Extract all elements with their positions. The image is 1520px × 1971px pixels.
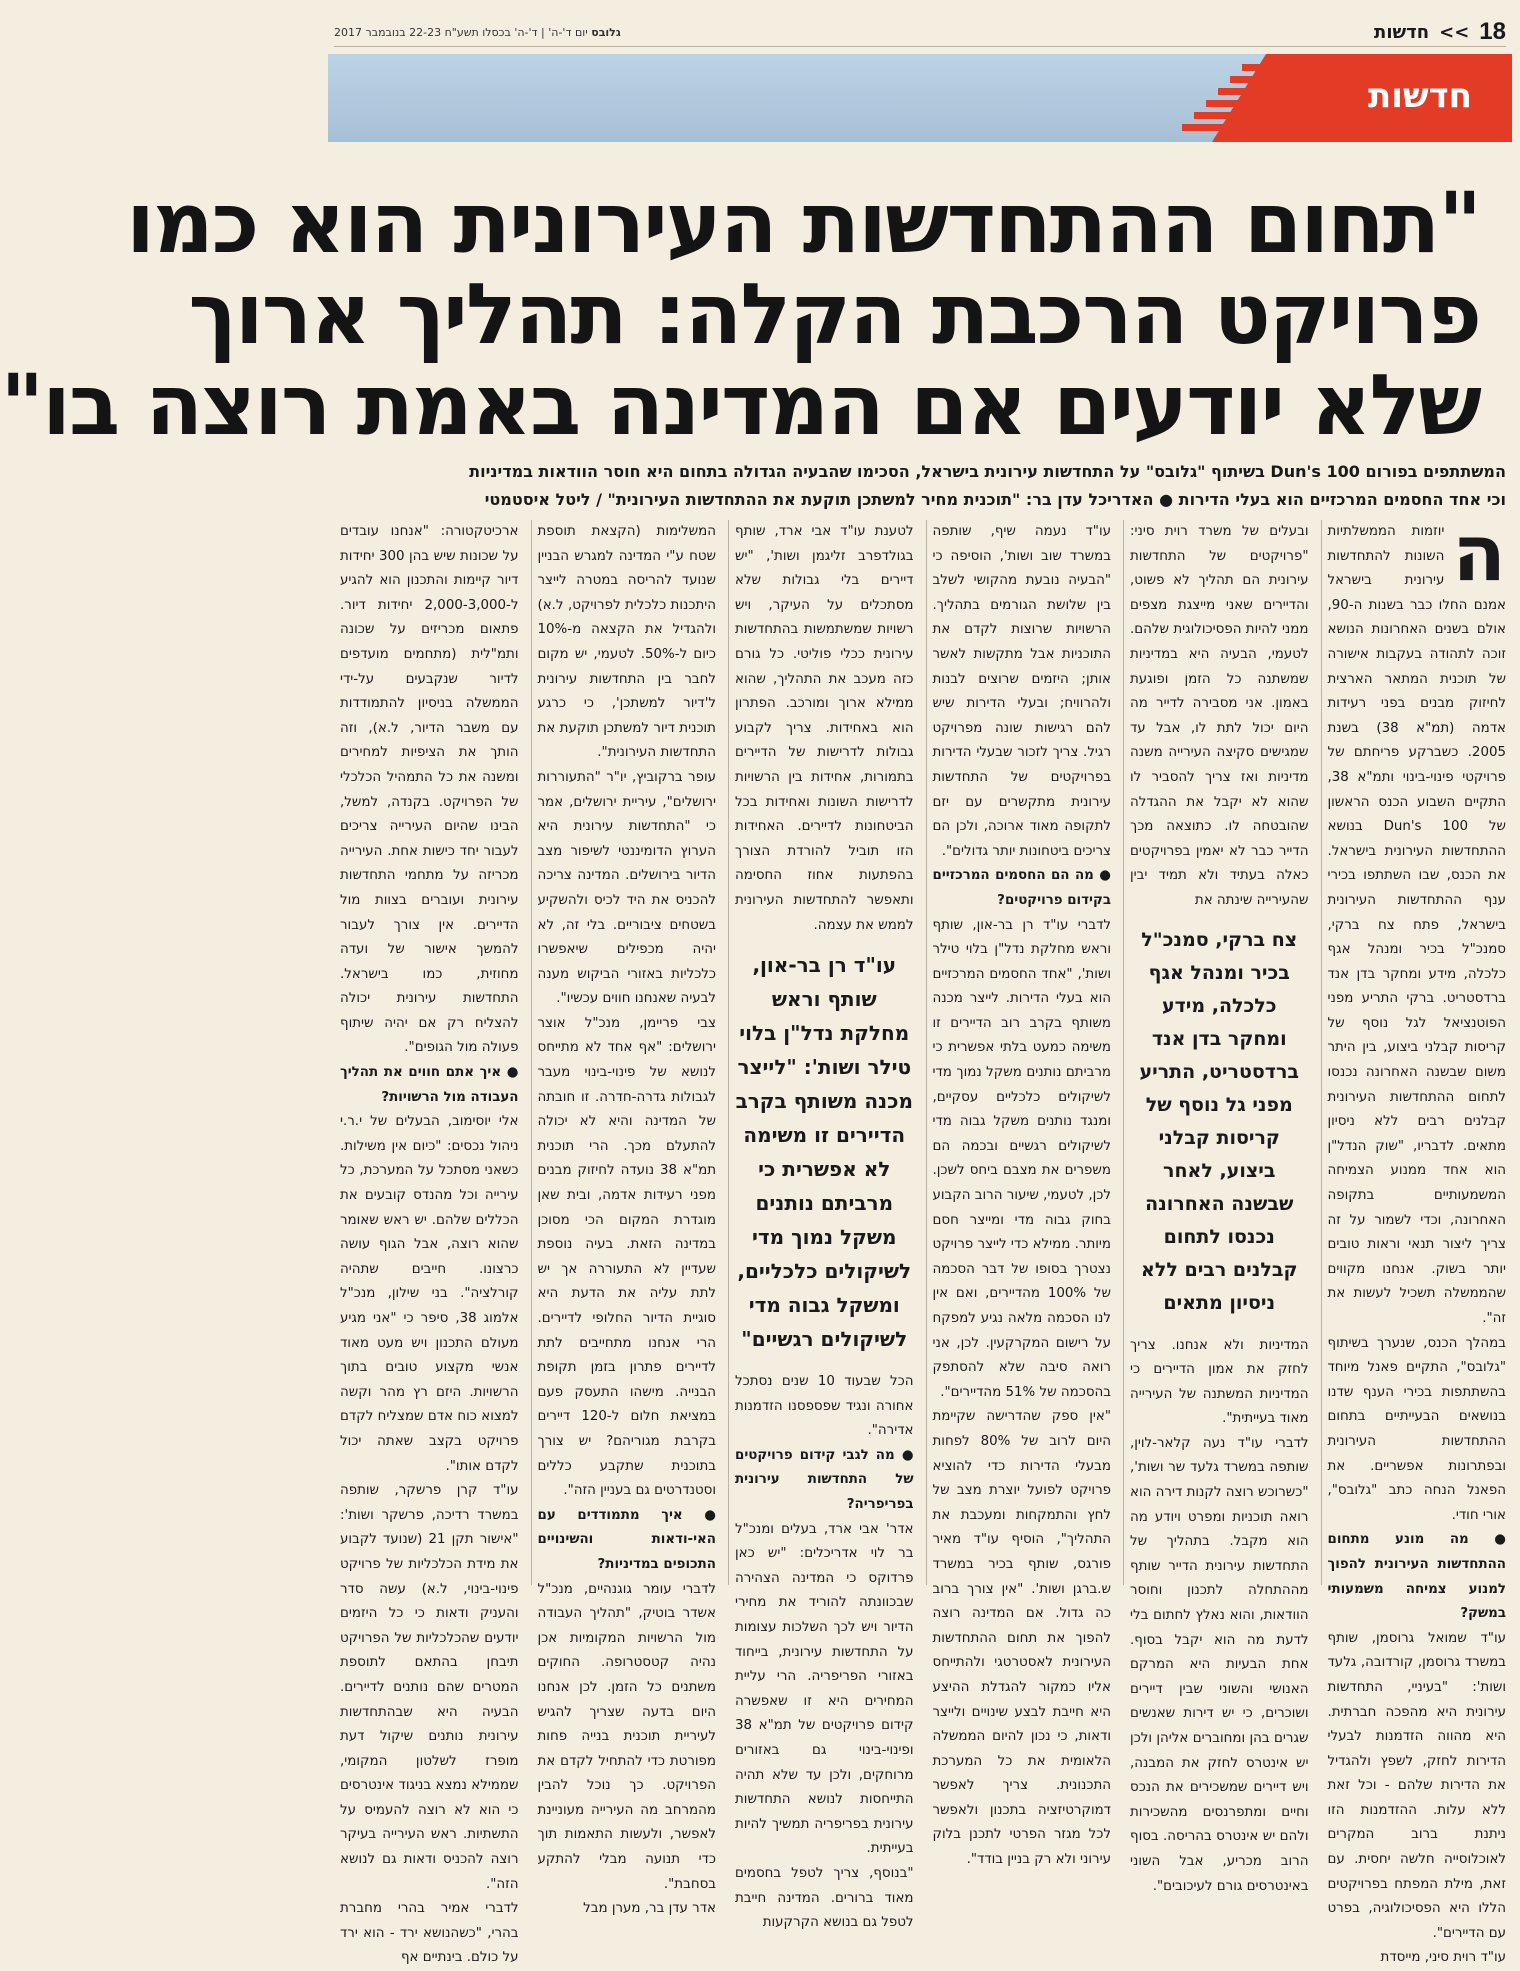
- paragraph: יוזמות הממשלתיות השונות להתחדשות עירונית בישראל אמנם החלו כבר בשנות ה-90, אולם בשנים האחרונות הנושא זוכה לתהודה בעקבות אישורה של תוכנית המתאר הארצית לחיזוק מבנים בפני רעידות אדמה (תמ"א 38) בשנת 2005. כשברקע פריחתם של פרויקטי פינוי-בינוי ותמ"א 38, התקיים השבוע הכנס הראשון של Dun's 100 בנושא ההתחדשות העירונית בישראל. את הכנס, שבו השתתפו בכירי ענף ההתחדשות העירונית בישראל, פתח צח ברקי, סמנכ"ל בכיר ומנהל אגף כלכלה, מידע ומחקר בדן אנד ברדסטריט. ברקי התריע מפני הפוטנציאל לגל נוסף של קריסות קבלני ביצוע, בין היתר משום שבשנה האחרונה נכנסו לתחום ההתחדשות העירונית קבלנים רבים ללא ניסיון מתאים. לדבריו, "שוק הנדל"ן הוא אחד ממנוע הצמיחה המשמעותיים בתקופה האחרונה, וכדי לשמור על זה צריך ליצור תנאי וראות טובים יותר בשוק. אנחנו מקווים שהממשלה תשכיל לעשות את זה".: [1327, 524, 1506, 1326]
- paragraph: אלי יוסימוב, הבעלים של י.ר.י ניהול נכסים: "כיום אין משילות. כשאני מסתכל על המערכת, כל עירייה וכל מהנדס קובעים את הכללים שלהם. יש ראש שאומר שהוא רוצה, אבל הגוף עושה כרצונו. חייבים שתהיה קורלציה". בני שילון, מנכ"ל אלמוג 38, סיפר כי "אני מגיע מעולם התכנון ויש מעט מאוד אנשי מקצוע טובים בתוך הרשויות. היזם רץ מהר וקשה למצוא כוח אדם שמצליח לקדם פרויקט בקצב שאתה יכול לקדם אותו".: [340, 1114, 519, 1474]
- paragraph: אדר' אבי ארד, בעלים ומנכ"ל בר לוי אדריכלים: "יש כאן פרדוקס כי המדינה הצהירה שבכוונתה להוריד את מחירי הדיור ויש לכך השלכות עצומות על התחדשות עירונית, בייחוד באזורי הפריפריה. הרי עליית המחירים היא זו שאפשרה קידום פרויקטים של תמ"א 38 ופינוי-בינוי גם באזורים מרוחקים, ולכן עד שלא תהיה התייחסות לנושא התחדשות עירונית בפריפריה תמשיך להיות בעייתית.: [735, 1521, 914, 1857]
- byline: ליטל איסטמטי: [484, 490, 591, 509]
- paragraph: המדיניות ולא אנחנו. צריך לחזק את אמון הדיירים כי המדיניות המשתנה של העירייה מאוד בעייתית".: [1130, 1337, 1309, 1427]
- paragraph: לדברי עו"ד נעה קלאר-לוין, שותפה במשרד גלעד שר ושות', "כשרוכש רוצה לקנות דירה הוא רואה תוכניות ומפרט ויודע מה הוא מקבל. בתהליך של התחדשות עירונית הדייר שותף מההתחלה לתכנון וחוסר הוודאות, והוא נאלץ לחתום בלי לדעת מה הוא יקבל בסוף. אחת הבעיות היא המרקם האנושי והשוני שבין דיירים ושוכרים, כי יש דירות שאנשים שגרים בהן ומחוברים אליהן ולכן יש אינטרס לחזק את המבנה, ויש דיירים שמשכירים את הנכס וחיים ומתפרנסים מהשכירות ולהם יש אינטרס בהריסה. בסוף הרוב מכריע, אבל השוני באינטרסים גורם לעיכובים".: [1130, 1435, 1309, 1894]
- banner-label: חדשות: [1367, 76, 1472, 116]
- paragraph: עו"ד קרן פרשקר, שותפה במשרד רדיכה, פרשקר ושות': "אישור תקן 21 (שנועד לקבוע את מידת הכלכליות של פרויקט פינוי-בינוי, ל.א) עשה סדר והעניק ודאות כי כל היזמים יודעים שהכלכליות של הפרויקט תיבחן בהתאם לתוספת המטרים שהם נותנים לדיירים. הבעיה היא שבהתחדשות עירונית נותנים שיקול דעת מופרז לשלטון המקומי, שממילא נמצא בניגוד אינטרסים כי הוא לא רוצה להעמיס על התשתיות. ראש העירייה בעיקר רוצה להכניס ודאות גם לנושא הזה".: [340, 1483, 519, 1892]
- publication-name: גלובס: [591, 25, 621, 39]
- paragraph: "בנוסף, צריך לטפל בחסמים מאוד ברורים. המדינה חייבת לטפל גם בנושא הקרקעות: [735, 1865, 914, 1931]
- section-banner: [328, 54, 1512, 142]
- banner-stripes-graphic: [1182, 64, 1312, 132]
- question-heading: ● איך מתמודדים עם האי-ודאות והשינויים התכופים במדיניות?: [537, 1507, 716, 1572]
- article-headline: [0, 174, 1480, 454]
- paragraph: עו"ד רוית סיני, מייסדת: [1380, 1950, 1506, 1966]
- hebrew-date: יום ד'-ה' | ד'-ה' בכסלו תשע"ח: [444, 25, 588, 39]
- pull-quote: צח ברקי, סמנכ"ל בכיר ומנהל אגף כלכלה, מידע ומחקר בדן אנד ברדסטריט, התריע מפני גל נוסף של קריסות קבלני ביצוע, לאחר שבשנה האחרונה נכנסו לתחום קבלנים רבים ללא ניסיון מתאים: [1139, 928, 1299, 1314]
- gregorian-date: 22-23 בנובמבר 2017: [334, 25, 442, 39]
- column-3: [926, 520, 1112, 1868]
- paragraph: לדברי עומר גוגנהיים, מנכ"ל אשדר בוטיק, "תהליך העבודה מול הרשויות המקומיות אכן נהיה קטסטרופה. החוקים משתנים כל הזמן. לכן אנחנו היום בדעה שצריך להגיש לעיריית תוכנית בנייה פחות מפורטת כדי להתחיל לקדם את הפרויקט. כך נוכל להבין מהמרחב מה העירייה מעוניינת לאפשר, ולעשות התאמות תוך כדי תנועה מבלי להתקע בסחבת".: [537, 1581, 716, 1892]
- question-heading: ● מה מונע מתחום ההתחדשות העירונית להפוך למנוע צמיחה משמעותי במשק?: [1327, 1532, 1506, 1622]
- paragraph: עו"ד נעמה שיף, שותפה במשרד שוב ושות', הוסיפה כי "הבעיה נובעת מהקושי לשלב בין שלושת הגורמים בתהליך. הרשויות שרוצות לקדם את התוכניות אבל מתקשות לאשר אותן; היזמים שרוצים לבנות ולהרוויח; ובעלי הדירות שיש להם רגישות שונה מפרויקט רגיל. צריך לזכור שבעלי הדירות בפרויקטים של התחדשות עירונית מתקשרים עם יזם לתקופה מאוד ארוכה, ולכן הם צריכים ביטחונות יותר גדולים".: [932, 524, 1111, 859]
- drop-cap: ה: [1452, 509, 1506, 599]
- paragraph: במהלך הכנס, שנערך בשיתוף "גלובס", התקיים פאנל מיוחד בהשתתפות בכירי הענף שדנו בנושאים הבעייתיים בתחום ההתחדשות העירונית ובפתרונות אפשריים. את הפאנל הנחה כתב "גלובס", אורי חודי.: [1327, 1335, 1506, 1523]
- paragraph: לדברי אמיר בהרי מחברת בהרי, "כשהנושא ירד - הוא ירד על כולם. בינתיים אף: [340, 1901, 519, 1966]
- article-body: [334, 509, 1506, 1966]
- paragraph: עו"ד שמואל גרוסמן, שותף במשרד גרוסמן, קורדובה, גלעד ושות': "בעיניי, התחדשות עירונית היא מהפכה חברתית. היא מהווה הזדמנות לבעלי הדירות לחזק, לשפץ ולהגדיל את הדירות שלהם - וכל זאת ללא עלות. ההזדמנות הזו ניתנת ברוב המקרים לאוכלוסייה חלשה יחסית. עם זאת, מילת המפתח בפרויקטים הללו היא הפסיכולוגיה, בפרט עם הדיירים".: [1327, 1630, 1506, 1941]
- page-number: 18: [1479, 18, 1506, 45]
- paragraph: עופר ברקוביץ, יו"ר "התעוררות ירושלים", עיריית ירושלים, אמר כי "התחדשות עירונית היא הערוץ הדומיננטי לשיפור מצב הדיור בירושלים. המדינה צריכה להכניס את היד לכיס ולהשקיע בשטחים ציבוריים. בלי זה, לא יהיה מכפילים שיאפשרו כלכליות באזורי הביקוש מענה לבעיה שאנחנו חווים עכשיו".: [537, 769, 716, 1007]
- pull-quote: עו"ד רן בר-און, שותף וראש מחלקת נדל"ן בלוי טילר ושות': "לייצר מכנה משותף בקרב הדיירים זו משימה לא אפשרית כי מרביתם נותנים משקל נמוך מדי לשיקולים כלכליים, ומשקל גבוה מדי לשיקולים רגשיים": [735, 953, 913, 1352]
- column-4: [728, 520, 914, 1931]
- paragraph: לטענת עו"ד אבי ארד, שותף בגולדפרב זליגמן ושות', "יש דיירים בלי גבולות שלא מסתכלים על העיקר, ויש רשויות שמשתמשות בהתחדשות עירונית ככלי פוליטי. כל גורם כזה מעכב את התהליך, שהוא ממילא ארוך ומורכב. הפתרון הוא באחידות. צריך לקבוע גבולות לדרישות של הדיירים בתמורות, אחידות בין הרשויות לדרישות השונות ואחידות בכל הביטחונות לדיירים. האחידות הזו תוביל להורדת הצורך בהפתעות אחוז החסימה ותאפשר להתחדשות העירונית לממש את עצמה.: [735, 524, 914, 933]
- subhead-line-2: [334, 486, 1506, 514]
- paragraph: "אין ספק שהדרישה שקיימת היום לרוב של 80% לפחות מבעלי הדירות כדי להוציא פרויקט לפועל יוצרת מצב של לחץ והתמקחות ומעכבת את התהליך", הוסיף עו"ד מאיר פורגס, שותף בכיר במשרד ש.ברגן ושות'. "אין צורך ברוב כה גדול. אם המדינה רוצה להפוך את תחום ההתחדשות העירונית לאסטרטגי ולהתייחס אליו כמקור להגדלת ההיצע היא חייבת לבצע שינויים ולייצר ודאות, כי נכון להיום הממשלה הלאומית את כל המערכת התכנונית. צריך לאפשר דמוקרטיזציה בתכנון ולאפשר לכל מגזר הפרטי לתכנן בלוק עירוני ולא רק בניין בודד".: [932, 1409, 1111, 1868]
- article-subhead: [334, 458, 1506, 514]
- subhead-line-1: המשתתפים בפורום Dun's 100 בשיתוף "גלובס" על התחדשות עירונית בישראל, הסכימו שהבעיה הגדולה בתחום היא חוסר הוודאות במדיניות: [469, 462, 1506, 481]
- subhead-line-2-text: וכי אחד החסמים המרכזיים הוא בעלי הדירות ● האדריכל עדן בר: "תוכנית מחיר למשתכן תוקעת את ההתחדשות העירונית" /: [596, 490, 1506, 509]
- paragraph: המשלימות (הקצאת תוספת שטח ע"י המדינה למגרש הבניין שנועד להריסה במטרה לייצר היתכנות כלכלית לפרויקט, ל.א) ולהגדיל את הקצאה מ-10% כיום ל-50%. לטעמי, יש מקום לחבר בין התחדשות עירונית ל'דיור למשתכן', כי כרגע תוכנית דיור למשתכן תוקעת את התחדשות העירונית".: [537, 524, 716, 761]
- paragraph: אדר עדן בר, מערן מבל: [583, 1901, 716, 1917]
- dateline: [334, 26, 621, 39]
- headline-line: פרויקט הרכבת הקלה: תהליך ארוך: [188, 265, 1480, 363]
- running-header: [334, 18, 1506, 47]
- section-name: חדשות: [1374, 21, 1430, 43]
- column-5: [531, 520, 717, 1917]
- question-heading: ● איך אתם חווים את תהליך העבודה מול הרשויות?: [340, 1065, 519, 1105]
- column-1: [1321, 509, 1507, 1966]
- headline-line: שלא יודעים אם המדינה באמת רוצה בו": [0, 356, 1480, 454]
- paragraph: לדברי עו"ד רן בר-און, שותף וראש מחלקת נדל"ן בלוי טילר ושות', "אחד החסמים המרכזיים הוא בעלי הדירות. לייצר מכנה משותף בקרב רוב הדיירים זו משימה כמעט בלתי אפשרית כי מרביתם נותנים משקל נמוך מדי לשיקולים כלכליים עסקיים, ומנגד נותנים משקל גבוה מדי לשיקולים רגשיים ובכמה הם משפרים את מצבם ביחס לשכן. לכן, לטעמי, שיעור הרוב הקבוע בחוק גבוה מדי ומייצר חסם מיותר. ממילא כדי לייצר פרויקט נצטרך בסופו של דבר הסכמה של 100% מהדיירים, ואם אין לנו הסכמה מלאה נגיע למפקח על רישום המקרקעין. לכן, אני רואה סיבה שלא להסתפק בהסכמה של 51% מהדיירים".: [932, 917, 1112, 1400]
- headline-line: "תחום ההתחדשות העירונית הוא כמו: [126, 174, 1480, 272]
- paragraph: ארכיטקטורה: "אנחנו עובדים על שכונות שיש בהן 300 יחידות דיור קיימות והתכנון הוא להגיע ל-2,000-3,000 יחידות דיור. פתאום מכריזים על שכונה ותמ"לית (מתחמים מועדפים לדיור שנקבעים על-ידי הממשלה בניסיון להתמודדות עם משבר הדיור, ל.א), וזה הותך את הציפיות למחירים ומשנה את כל התמהיל הכלכלי של הפרויקט. בקנדה, למשל, הבינו שהיום העירייה צריכים לעבור יחד כישות אחת. העירייה מכריזה על מתחמי התחדשות עירונית ועוברים בצוות מול הדיירים. אין צורך לעבור להמשך אישור של ועדה מחוזית, כמו בישראל. התחדשות עירונית יכולה להצליח רק אם יהיה שיתוף פעולה מול הגופים".: [340, 524, 519, 1056]
- paragraph: הכל שבעוד 10 שנים נסתכל אחורה ונגיד שפספסנו הזדמנות אדירה".: [735, 1374, 914, 1439]
- question-heading: ● מה הם החסמים המרכזיים בקידום פרויקטים?: [932, 868, 1111, 908]
- question-heading: ● מה לגבי קידום פרויקטים של התחדשות עירונית בפריפריה?: [735, 1447, 914, 1513]
- paragraph: ובעלים של משרד רוית סיני: "פרויקטים של התחדשות עירונית הם תהליך לא פשוט, והדיירים שאני מייצגת מצפים ממני להיות הפסיכולוגית שלהם. לטעמי, הבעיה היא במדיניות שמשתנה כל הזמן ופוגעת באמון. אני מסבירה לדייר מה היום יכול לתת לו, אבל עד שמגישים סקיצה העירייה משנה מדיניות ואז צריך להסביר לו שהוא לא יקבל את ההגדלה שהובטחה לו. כתוצאה מכך הדייר כבר לא יאמין בפרויקטים כאלה בעתיד ולא תמיד יבין שהעירייה שינתה את: [1130, 524, 1309, 908]
- section-arrows: >>: [1439, 21, 1470, 43]
- column-6: [334, 520, 519, 1966]
- page-marker: [1374, 18, 1506, 46]
- column-2: [1123, 520, 1309, 1894]
- paragraph: צבי פריימן, מנכ"ל אוצר ירושלים: "אף אחד לא מתייחס לנושא של פינוי-בינוי מעבר לגבולות גדרה-חדרה. זו חובתה של המדינה והיא לא יכולה להתעלם מכך. הרי תוכנית תמ"א 38 נועדה לחיזוק מבנים מפני רעידות אדמה, ובית שאן מוגדרת המקום הכי מסוכן במדינה הזאת. בעיה נוספת שעדיין לא התעוררה אך יש לתת עליה את הדעת היא סוגיית הדיור החלופי לדיירים. הרי אנחנו מתחייבים לתת לדיירים פתרון בזמן תקופת הבנייה. מישהו התעסק פעם במציאת חלום ל-120 דיירים בקרבת מגוריהם? יש צורך בתוכנית שתקבע כללים וסטנדרטים גם בעניין הזה".: [537, 1015, 716, 1499]
